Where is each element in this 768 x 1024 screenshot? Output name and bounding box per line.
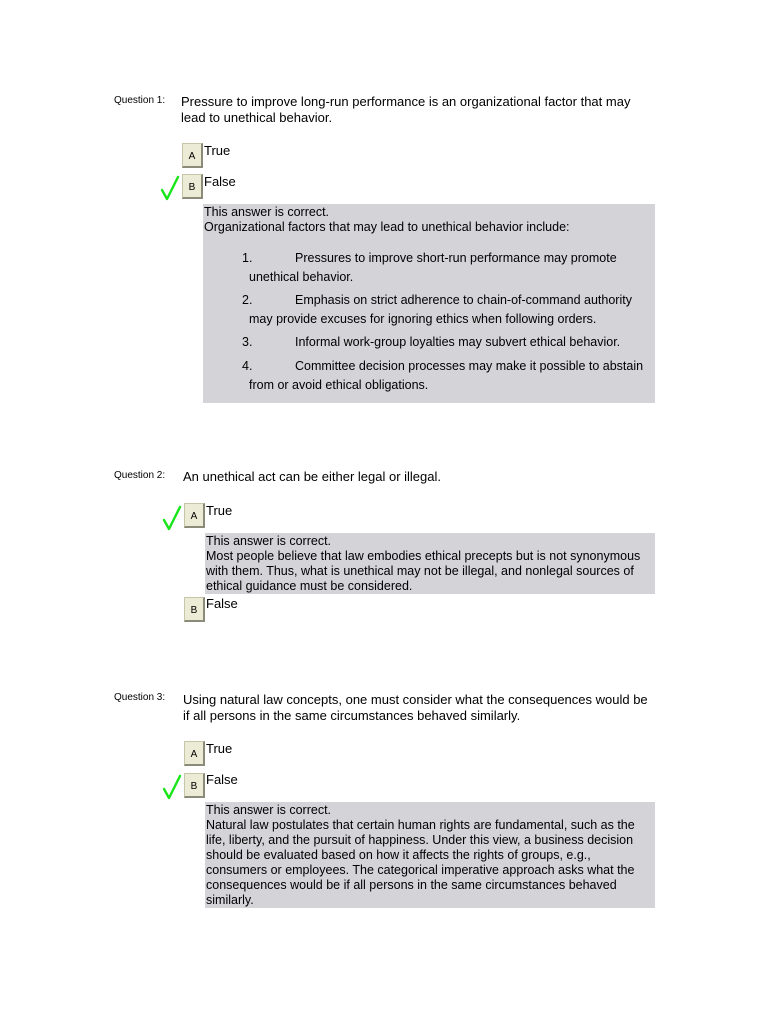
answer-explanation — [203, 204, 655, 403]
explanation-body: Natural law postulates that certain human rights are fundamental, such as the life, liberty, and the pursuit of happiness. Under this view, a business decision should be evaluated based on how it affects the rights of groups, e.g., consumers or employees. The categorical imperative approach asks what the consequences would be if all persons in the same circumstances behaved similarly. — [206, 818, 635, 907]
answer-explanation — [205, 802, 655, 908]
list-item-text: Emphasis on strict adherence to chain-of-command authority — [295, 293, 632, 307]
question-label: Question 2: — [114, 470, 166, 481]
list-item-text-cont: unethical behavior. — [249, 270, 354, 284]
explanation-status: This answer is correct. — [206, 803, 332, 817]
option-a-text: True — [206, 741, 233, 756]
option-b-text: False — [206, 596, 238, 611]
option-b-button[interactable]: B — [184, 597, 205, 622]
explanation-intro: Organizational factors that may lead to unethical behavior include: — [204, 220, 570, 234]
explanation-status: This answer is correct. — [204, 205, 330, 219]
question-text: Using natural law concepts, one must consider what the consequences would be if all persons in the same circumstances behaved similarly. — [183, 692, 648, 723]
correct-check-icon — [160, 175, 180, 201]
option-b-text: False — [204, 174, 236, 189]
answer-explanation — [205, 533, 655, 594]
option-a-button[interactable]: A — [182, 143, 203, 168]
list-item-text: Informal work-group loyalties may subvert ethical behavior. — [295, 335, 621, 349]
option-b-button[interactable]: B — [182, 174, 203, 199]
explanation-body: Most people believe that law embodies ethical precepts but is not synonymous with them. Thus, what is unethical may not be illegal, and nonlegal sources of ethical guidance must be considered. — [206, 549, 641, 593]
option-b-button[interactable]: B — [184, 773, 205, 798]
question-text: Pressure to improve long-run performance is an organizational factor that may lead to unethical behavior. — [181, 94, 631, 125]
explanation-status: This answer is correct. — [206, 534, 332, 548]
list-item-text-cont: may provide excuses for ignoring ethics when following orders. — [249, 312, 597, 326]
correct-check-icon — [162, 505, 182, 531]
option-a-button[interactable]: A — [184, 741, 205, 766]
list-number: 1. — [242, 251, 253, 265]
question-label: Question 1: — [114, 95, 166, 106]
list-item-text-cont: from or avoid ethical obligations. — [249, 378, 429, 392]
list-number: 4. — [242, 359, 253, 373]
option-a-text: True — [206, 503, 233, 518]
list-item-text: Pressures to improve short-run performance may promote — [295, 251, 617, 265]
option-a-button[interactable]: A — [184, 503, 205, 528]
list-number: 3. — [242, 335, 253, 349]
option-b-text: False — [206, 772, 238, 787]
list-number: 2. — [242, 293, 253, 307]
question-text: An unethical act can be either legal or illegal. — [183, 469, 441, 484]
correct-check-icon — [162, 774, 182, 800]
option-a-text: True — [204, 143, 231, 158]
question-label: Question 3: — [114, 692, 166, 703]
list-item-text: Committee decision processes may make it possible to abstain — [295, 359, 644, 373]
